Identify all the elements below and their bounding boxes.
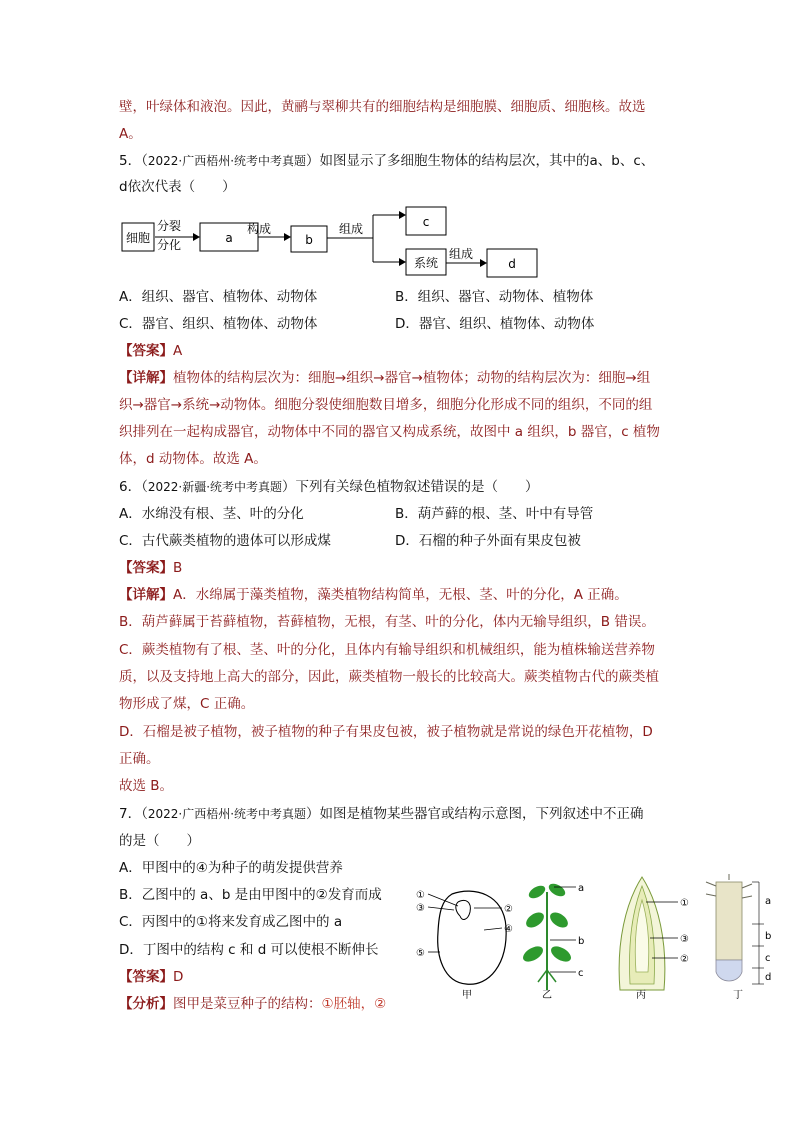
svg-text:b: b	[305, 233, 313, 247]
question-5-stem-cont: d依次代表（ ）	[119, 179, 236, 195]
svg-text:系统: 系统	[413, 256, 439, 270]
svg-text:①: ①	[680, 898, 689, 909]
question-7-stem-cont: 的是（ ）	[119, 833, 200, 849]
flow-label-split: 分裂	[157, 219, 182, 233]
detail-line: 【详解】植物体的结构层次为：细胞→组织→器官→植物体；动物的结构层次为：细胞→组	[119, 370, 651, 386]
detail-line: 【详解】A．水绵属于藻类植物，藻类植物结构简单，无根、茎、叶的分化，A 正确。	[119, 587, 628, 603]
option-b: B．乙图中的 a、b 是由甲图中的②发育而成	[119, 887, 382, 903]
svg-text:丁: 丁	[733, 990, 743, 1001]
detail-line: 物形成了煤，C 正确。	[119, 696, 255, 712]
detail-line: 质，以及支持地上高大的部分，因此，蕨类植物一般长的比较高大。蕨类植物古代的蕨类植	[119, 669, 659, 685]
svg-text:③: ③	[416, 903, 425, 914]
question-6-stem: 6．（2022·新疆·统考中考真题）下列有关绿色植物叙述错误的是（ ）	[119, 479, 539, 495]
text-line: 壁，叶绿体和液泡。因此，黄鹂与翠柳共有的细胞结构是细胞膜、细胞质、细胞核。故选	[119, 99, 646, 115]
option-d: D．石榴的种子外面有果皮包被	[395, 533, 581, 549]
seedling-diagram	[520, 881, 584, 1001]
answer-line: 【答案】D	[119, 969, 184, 985]
question-5-stem: 5．（2022·广西梧州·统考中考真题）如图显示了多细胞生物体的结构层次，其中的a、b、c、	[119, 153, 655, 169]
svg-text:c: c	[578, 968, 584, 979]
flow-label-compose: 组成	[339, 222, 364, 236]
bud-diagram	[619, 877, 689, 1001]
detail-line: 织排列在一起构成器官，动物体中不同的器官又构成系统，故图中 a 组织，b 器官，c 植物	[119, 424, 660, 440]
option-a: A．水绵没有根、茎、叶的分化	[119, 506, 304, 522]
option-a: A．组织、器官、植物体、动物体	[119, 289, 318, 305]
svg-text:丙: 丙	[636, 990, 646, 1001]
flow-label-diff: 分化	[157, 238, 182, 252]
svg-text:d: d	[765, 972, 772, 983]
svg-text:c: c	[422, 215, 430, 229]
question-7-stem: 7．（2022·广西梧州·统考中考真题）如图是植物某些器官或结构示意图，下列叙述中不正确	[119, 806, 644, 822]
svg-text:a: a	[225, 231, 233, 245]
hierarchy-flow-diagram	[119, 205, 549, 280]
flow-box-system	[406, 249, 446, 275]
option-d: D．器官、组织、植物体、动物体	[395, 316, 595, 332]
detail-line: B．葫芦藓属于苔藓植物，苔藓植物，无根，有茎、叶的分化，体内无输导组织，B 错误。	[119, 614, 655, 630]
option-c: C．古代蕨类植物的遗体可以形成煤	[119, 533, 331, 549]
option-c: C．器官、组织、植物体、动物体	[119, 316, 318, 332]
svg-text:③: ③	[680, 934, 689, 945]
svg-text:②: ②	[504, 904, 513, 915]
svg-text:细胞: 细胞	[125, 231, 151, 245]
svg-text:a: a	[765, 896, 772, 907]
detail-line: 正确。	[119, 751, 160, 767]
flow-box-cell	[122, 223, 154, 251]
root-tip-diagram	[706, 874, 771, 1001]
option-b: B．葫芦藓的根、茎、叶中有导管	[395, 506, 594, 522]
svg-text:a: a	[578, 883, 585, 894]
detail-line: 体，d 动物体。故选 A。	[119, 451, 267, 467]
detail-line: 织→器官→系统→动物体。细胞分裂使细胞数目增多，细胞分化形成不同的组织，不同的组	[119, 397, 653, 413]
answer-line: 【答案】B	[119, 560, 183, 576]
detail-line: 故选 B。	[119, 778, 174, 794]
svg-text:④: ④	[504, 924, 513, 935]
flow-label-compose: 组成	[449, 247, 474, 261]
answer-line: 【答案】A	[119, 343, 183, 359]
flow-box-d	[487, 249, 537, 277]
svg-text:b: b	[765, 931, 772, 942]
svg-text:b: b	[578, 936, 585, 947]
flow-label-compose: 构成	[247, 222, 272, 236]
svg-text:⑤: ⑤	[416, 948, 425, 959]
option-b: B．组织、器官、动物体、植物体	[395, 289, 594, 305]
option-d: D．丁图中的结构 c 和 d 可以使根不断伸长	[119, 942, 379, 958]
option-a: A．甲图中的④为种子的萌发提供营养	[119, 860, 343, 876]
detail-line: D．石榴是被子植物，被子植物的种子有果皮包被，被子植物就是常说的绿色开花植物，D	[119, 724, 653, 740]
analysis-line: 【分析】图甲是菜豆种子的结构：①胚轴，②	[119, 996, 387, 1012]
option-c: C．丙图中的①将来发育成乙图中的 a	[119, 914, 343, 930]
svg-text:甲: 甲	[462, 990, 472, 1001]
flow-box-c	[406, 207, 446, 235]
svg-text:乙: 乙	[542, 990, 552, 1001]
svg-text:d: d	[508, 257, 516, 271]
text-line: A。	[119, 126, 142, 142]
plant-structure-figure	[414, 872, 794, 1002]
seed-diagram	[416, 890, 513, 1001]
svg-text:c: c	[765, 953, 771, 964]
svg-text:②: ②	[680, 954, 689, 965]
flow-box-b	[291, 226, 327, 252]
svg-text:①: ①	[416, 890, 425, 901]
detail-line: C．蕨类植物有了根、茎、叶的分化，且体内有输导组织和机械组织，能为植株输送营养物	[119, 642, 655, 658]
